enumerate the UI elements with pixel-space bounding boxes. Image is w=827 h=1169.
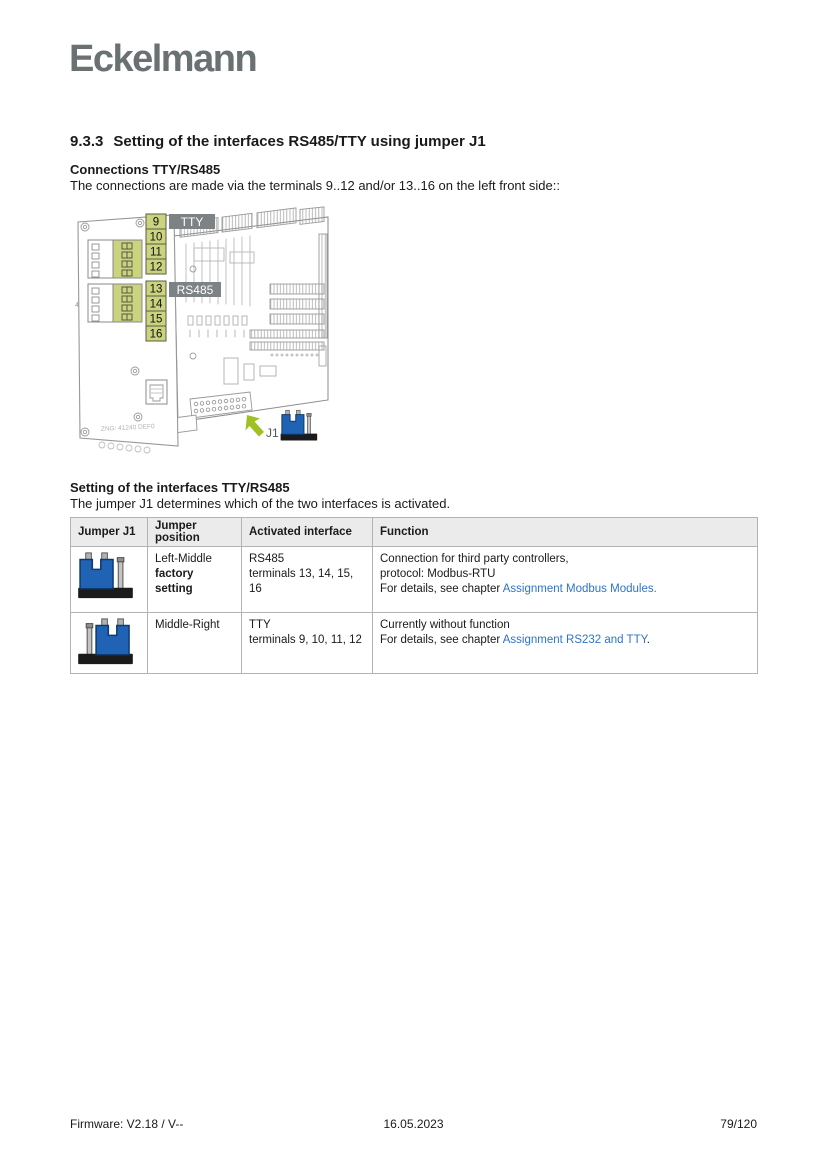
header-function: Function	[373, 518, 758, 547]
function-text: .	[646, 633, 650, 646]
function-text: protocol: Modbus-RTU	[380, 567, 496, 580]
jumper-position: Middle-Right	[155, 619, 220, 631]
footer-page-number: 79/120	[720, 1117, 757, 1131]
jumper-left-middle-icon	[281, 410, 318, 440]
jumper-left-middle-icon	[77, 551, 134, 600]
connections-body: The connections are made via the terminals 9..12 and/or 13..16 on the left front side::	[70, 178, 560, 193]
terminal-block-tty	[88, 240, 142, 278]
function-text: For details, see chapter	[380, 633, 503, 646]
header-jumper-j1: Jumper J1	[71, 518, 148, 547]
panel-digit: 4	[75, 302, 79, 309]
link-assignment-rs232-tty[interactable]: Assignment RS232 and TTY	[502, 633, 647, 646]
interface-terminals: terminals 13, 14, 15, 16	[249, 567, 354, 595]
tty-label: TTY	[180, 214, 204, 229]
table-row	[71, 613, 758, 674]
link-assignment-modbus-modules[interactable]: Assignment Modbus Modules.	[502, 582, 657, 595]
rs485-label: RS485	[176, 282, 214, 297]
function-text: For details, see chapter	[380, 582, 503, 595]
header-jumper-position: Jumper position	[148, 518, 242, 547]
footer-date: 16.05.2023	[383, 1117, 444, 1131]
jumper-position: Left-Middle	[155, 553, 212, 565]
pcb-drawing	[174, 207, 328, 433]
terminal-11: 11	[150, 246, 162, 259]
section-number: 9.3.3	[70, 133, 104, 150]
setting-heading: Setting of the interfaces TTY/RS485	[70, 480, 290, 495]
activated-interface: RS485	[249, 553, 285, 565]
section-heading	[70, 133, 486, 150]
board-id-text: ZNG: 41240 DEF0	[100, 423, 155, 433]
terminal-15: 15	[149, 313, 163, 326]
arrow-icon	[246, 415, 265, 437]
table-header-row	[71, 518, 758, 547]
terminal-16: 16	[149, 328, 163, 341]
jumper-middle-right-icon	[77, 617, 134, 666]
terminal-13: 13	[149, 283, 163, 296]
factory-setting-note: factory setting	[155, 567, 194, 595]
terminal-block-rs485	[88, 284, 142, 322]
jumper-table	[70, 517, 757, 674]
device-board-illustration	[74, 206, 334, 458]
function-text: Connection for third party controllers,	[380, 553, 569, 565]
table-row	[71, 547, 758, 613]
j1-callout	[246, 410, 318, 440]
j1-label: J1	[266, 426, 279, 440]
terminal-12: 12	[149, 261, 163, 274]
header-activated-interface: Activated interface	[242, 518, 373, 547]
company-logo: Eckelmann	[69, 38, 257, 80]
activated-interface: TTY	[249, 619, 271, 631]
terminal-14: 14	[149, 298, 163, 311]
section-title: Setting of the interfaces RS485/TTY using jumper J1	[113, 133, 486, 150]
connections-heading: Connections TTY/RS485	[70, 162, 221, 177]
function-text: Currently without function	[380, 619, 510, 631]
footer-firmware: Firmware: V2.18 / V--	[70, 1117, 184, 1131]
page-footer	[70, 1117, 757, 1131]
setting-body: The jumper J1 determines which of the two interfaces is activated.	[70, 496, 451, 511]
terminal-10: 10	[149, 231, 163, 244]
terminal-9: 9	[152, 216, 160, 229]
interface-terminals: terminals 9, 10, 11, 12	[249, 633, 362, 646]
